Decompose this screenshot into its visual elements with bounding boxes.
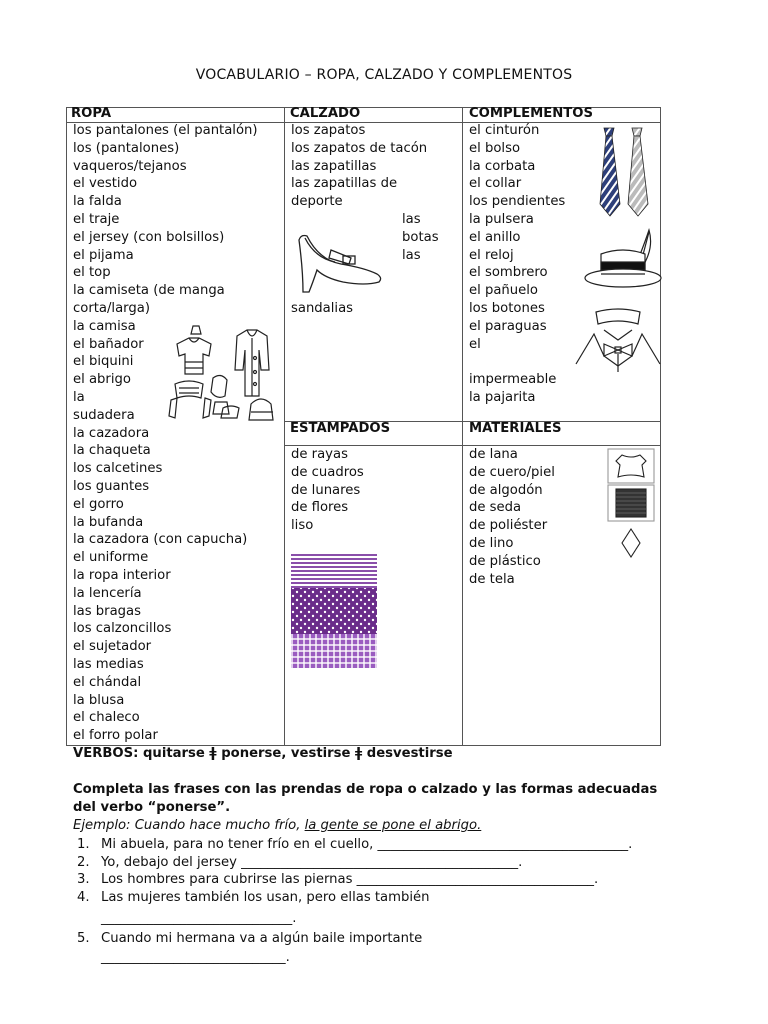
list-item: el sujetador: [73, 639, 152, 655]
calzado-right-words: [402, 211, 439, 264]
list-item: el abrigo: [73, 372, 131, 388]
list-item: botas: [402, 229, 439, 245]
exercise-answer-line[interactable]: ____________________________.: [101, 950, 290, 965]
list-item: de rayas: [291, 447, 348, 462]
list-item: [469, 353, 565, 371]
calzado-sandalias: sandalias: [291, 301, 354, 316]
list-item: el bolso: [469, 140, 521, 156]
list-item: de seda: [469, 500, 522, 516]
list-item: el forro polar: [73, 728, 158, 744]
list-item: la lencería: [73, 585, 142, 601]
list-item: las medias: [73, 656, 144, 672]
list-item: la camiseta (de manga: [73, 283, 225, 299]
list-item: la cazadora: [73, 425, 150, 441]
example-prefix: Ejemplo: Cuando hace mucho frío,: [73, 818, 305, 833]
list-item: el anillo: [469, 229, 521, 245]
complementos-list: [469, 122, 565, 407]
hat-illustration: [583, 228, 663, 290]
list-item: el traje: [73, 211, 120, 227]
page-title: VOCABULARIO – ROPA, CALZADO Y COMPLEMENTOS: [195, 67, 573, 83]
list-item: las zapatillas: [291, 158, 377, 174]
list-item: la corbata: [469, 158, 536, 174]
shoe-illustration: [295, 230, 385, 296]
list-item: el bañador: [73, 336, 144, 352]
list-item: las bragas: [73, 603, 142, 619]
list-item: de lunares: [291, 482, 361, 498]
exercise-number: 2.: [77, 854, 90, 870]
list-item: las: [402, 212, 421, 227]
list-item: la pulsera: [469, 211, 534, 227]
example-answer: la gente se pone el abrigo.: [304, 818, 482, 833]
list-item: el biquini: [73, 354, 134, 370]
list-item: los calcetines: [73, 461, 163, 477]
list-item: impermeable: [469, 372, 557, 388]
list-item: el sombrero: [469, 265, 548, 281]
example-line: [73, 818, 481, 833]
list-item: la camisa: [73, 318, 136, 334]
list-item: la: [73, 389, 85, 405]
materiales-list: [469, 446, 555, 588]
list-item: de plástico: [469, 553, 541, 569]
header-estampados: ESTAMPADOS: [290, 421, 391, 436]
list-item: los botones: [469, 300, 545, 316]
exercise-text: Cuando mi hermana va a algún baile importante: [101, 930, 423, 946]
ties-illustration: [596, 126, 656, 218]
exercise-number: 1.: [77, 837, 90, 852]
list-item: de cuero/piel: [469, 464, 555, 480]
stripes-swatch: [291, 554, 377, 588]
list-item: los pendientes: [469, 194, 566, 210]
header-complementos: COMPLEMENTOS: [469, 106, 593, 121]
list-item: liso: [291, 518, 314, 534]
list-item: de poliéster: [469, 518, 548, 534]
list-item: de flores: [291, 500, 349, 516]
list-item: el chaleco: [73, 710, 140, 726]
calzado-list: [291, 122, 427, 211]
list-item: las: [402, 247, 421, 263]
header-ropa: ROPA: [71, 106, 112, 121]
exercise-item: [77, 854, 632, 872]
list-item: la cazadora (con capucha): [73, 532, 248, 548]
list-item: de algodón: [469, 482, 543, 498]
exercise-text: Yo, debajo del jersey __________________________________________.: [101, 854, 523, 870]
exercise-item: [77, 836, 632, 854]
exercise-number: 3.: [77, 872, 90, 887]
polka-dots-swatch: [291, 588, 377, 634]
list-item: de lino: [469, 535, 514, 551]
shirt-bowtie-illustration: [574, 310, 662, 372]
list-item: la pajarita: [469, 389, 536, 405]
list-item: vaqueros/tejanos: [73, 158, 187, 174]
exercise-number: 4.: [77, 889, 90, 905]
clothes-illustration: [165, 322, 280, 427]
list-item: la bufanda: [73, 514, 144, 530]
list-item: el gorro: [73, 496, 124, 512]
list-item: los zapatos de tacón: [291, 140, 428, 156]
exercise-text: Los hombres para cubrirse las piernas ____________________________________.: [101, 872, 599, 887]
verbs-line: VERBOS: quitarse ǂ ponerse, vestirse ǂ desvestirse: [73, 746, 453, 761]
list-item: de cuadros: [291, 464, 364, 480]
checks-swatch: [291, 634, 377, 668]
list-item: el pijama: [73, 247, 134, 263]
exercise-item: [77, 889, 632, 907]
list-item: el paraguas: [469, 318, 547, 334]
list-item: el uniforme: [73, 550, 149, 566]
list-item: los guantes: [73, 478, 150, 494]
list-item: el vestido: [73, 176, 138, 192]
estampados-list: [291, 446, 364, 535]
list-item: corta/larga): [73, 300, 150, 316]
list-item: los (pantalones): [73, 140, 180, 156]
pattern-swatches: [291, 554, 377, 668]
list-item: los calzoncillos: [73, 621, 172, 637]
list-item: el pañuelo: [469, 283, 538, 299]
header-calzado: CALZADO: [290, 106, 361, 121]
exercise-item: [77, 930, 632, 948]
list-item: de lana: [469, 447, 518, 462]
ropa-list: [73, 122, 258, 745]
list-item: el: [469, 336, 481, 352]
exercise-text: Las mujeres también los usan, pero ellas también: [101, 889, 430, 905]
list-item: las zapatillas de: [291, 176, 398, 192]
list-item: el cinturón: [469, 123, 540, 138]
list-item: el chándal: [73, 674, 142, 690]
exercise-item: [77, 871, 632, 889]
list-item: los zapatos: [291, 123, 366, 138]
header-materiales: MATERIALES: [469, 421, 562, 436]
list-item: el top: [73, 265, 111, 281]
list-item: la falda: [73, 194, 122, 210]
exercise-list: [77, 836, 632, 967]
list-item: el jersey (con bolsillos): [73, 229, 225, 245]
list-item: los pantalones (el pantalón): [73, 123, 258, 138]
list-item: de tela: [469, 571, 515, 587]
list-item: la chaqueta: [73, 443, 151, 459]
exercise-number: 5.: [77, 930, 90, 946]
material-symbols: [608, 449, 654, 559]
list-item: el collar: [469, 176, 522, 192]
list-item: sudadera: [73, 407, 135, 423]
list-item: la blusa: [73, 692, 125, 708]
exercise-text: Mi abuela, para no tener frío en el cuello, ______________________________________.: [101, 837, 633, 852]
list-item: la ropa interior: [73, 567, 171, 583]
list-item: deporte: [291, 194, 343, 210]
instructions: Completa las frases con las prendas de ropa o calzado y las formas adecuadas del verbo “ponerse”.: [73, 782, 658, 815]
exercise-answer-line[interactable]: _____________________________.: [101, 911, 297, 926]
list-item: el reloj: [469, 247, 514, 263]
